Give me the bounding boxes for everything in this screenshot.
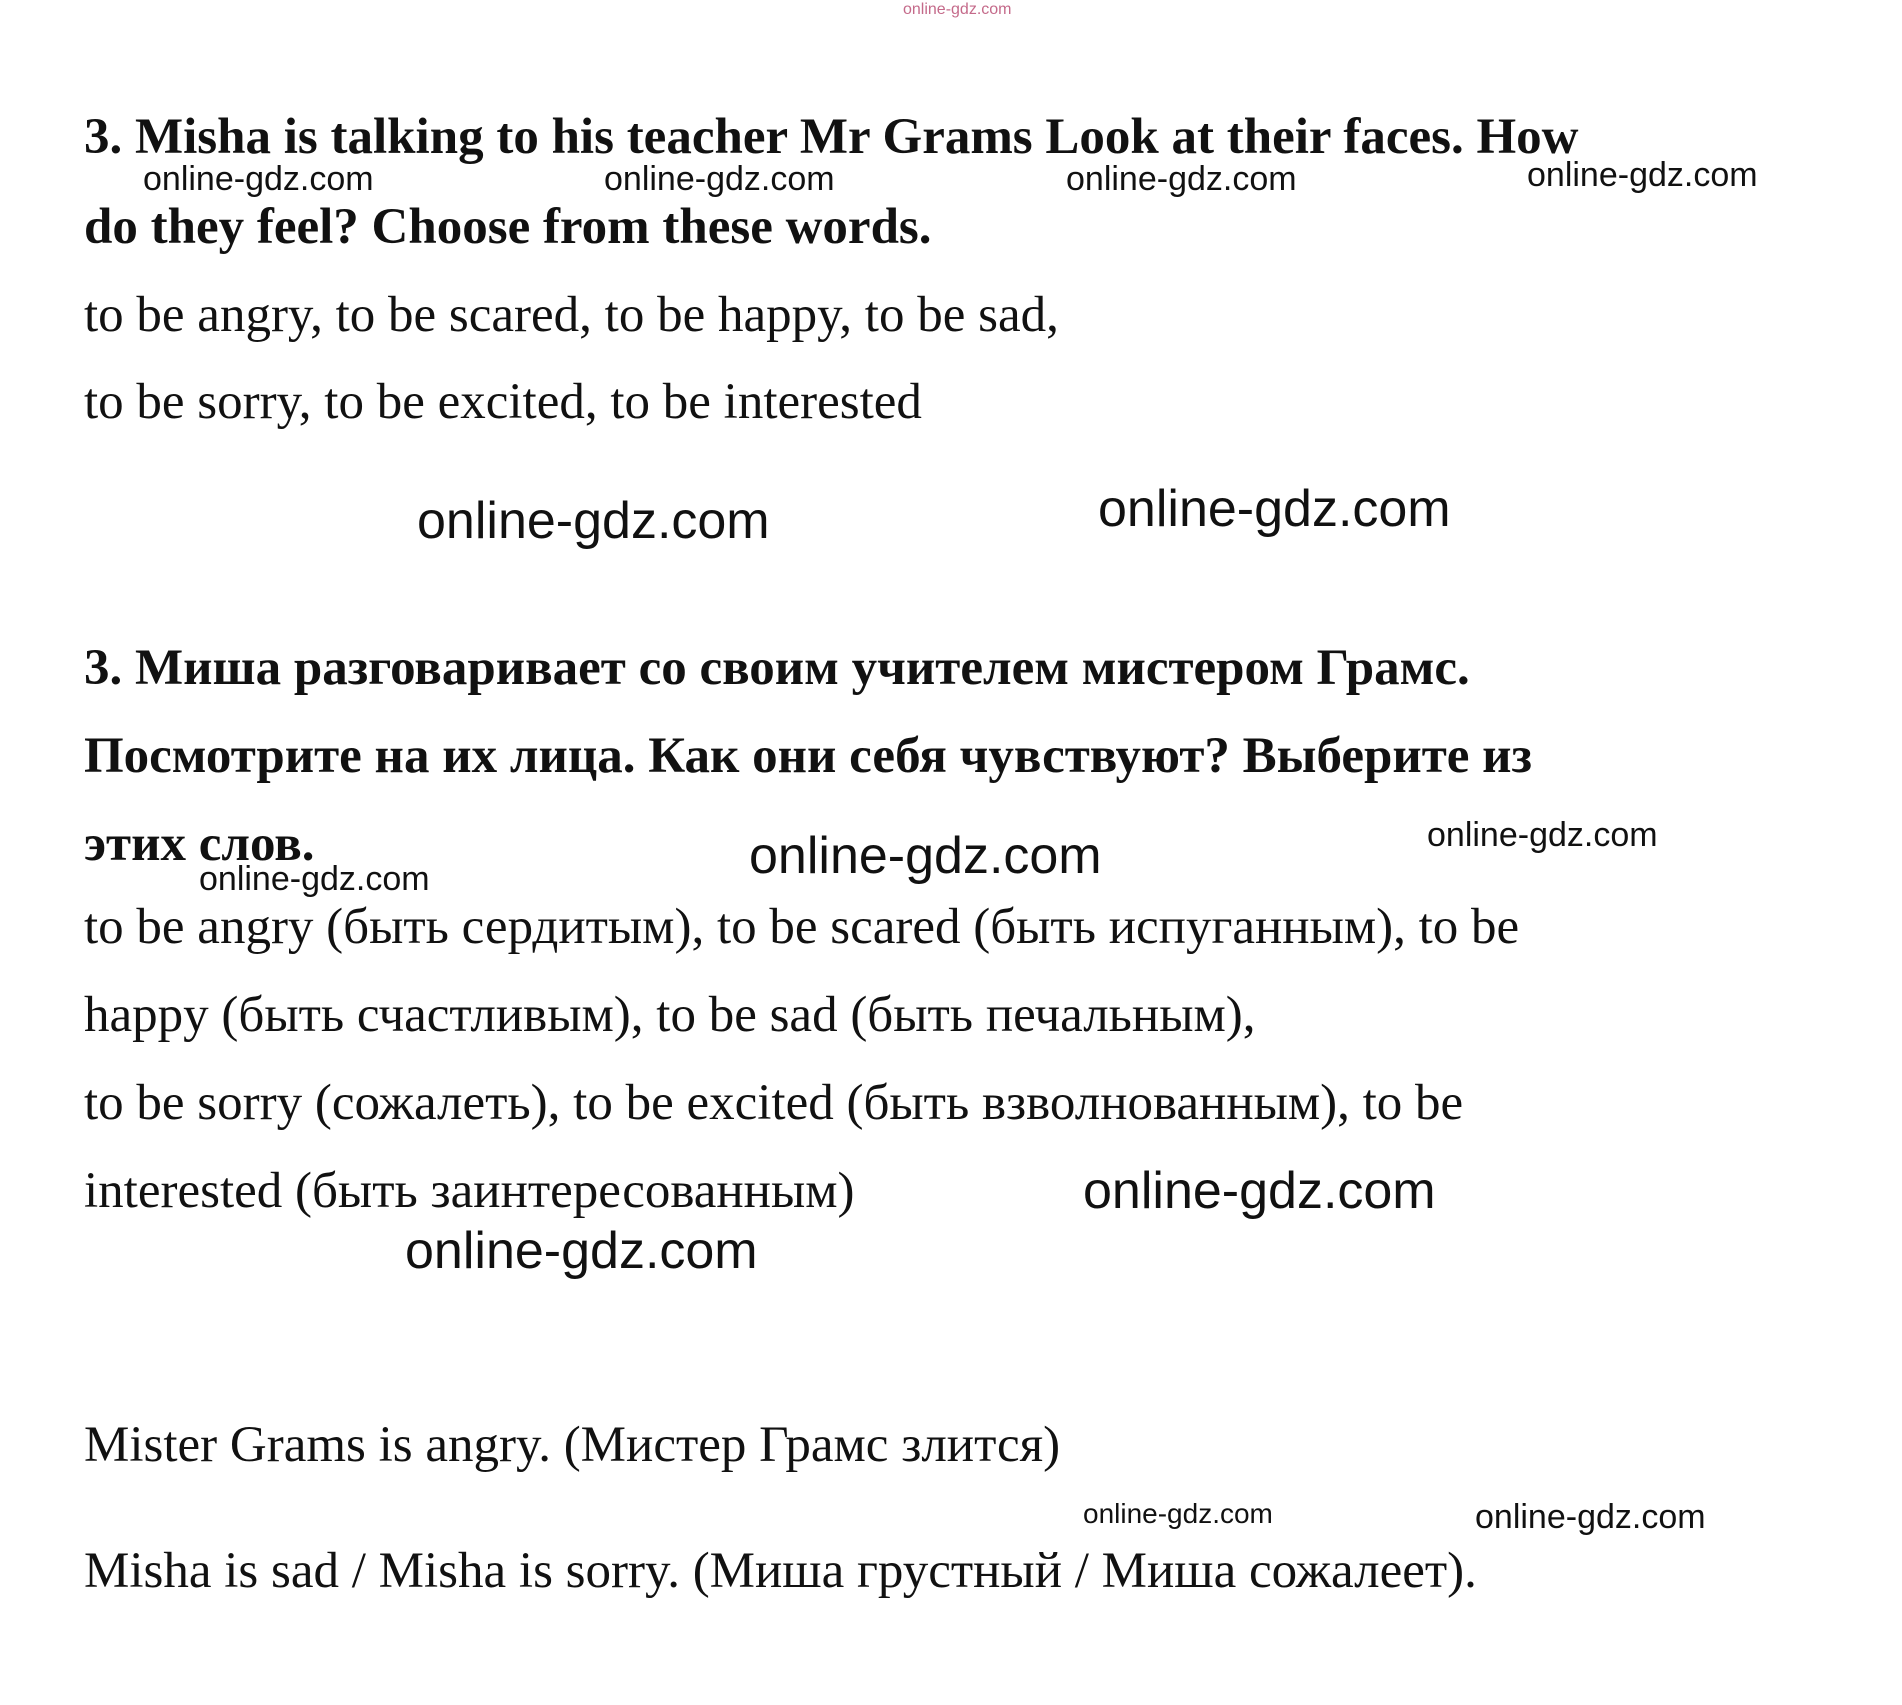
watermark: online-gdz.com (417, 492, 770, 550)
watermark: online-gdz.com (1083, 1498, 1273, 1529)
exercise-heading-ru-line-2: Посмотрите на их лица. Как они себя чувствуют? Выберите из (84, 728, 1533, 784)
word-list-ru-line-3: to be sorry (сожалеть), to be excited (быть взволнованным), to be (84, 1075, 1464, 1131)
exercise-heading-en-line-2: do they feel? Choose from these words. (84, 199, 932, 255)
answer-line-2: Misha is sad / Misha is sorry. (Миша грустный / Миша сожалеет). (84, 1543, 1477, 1599)
exercise-heading-en-line-1: 3. Misha is talking to his teacher Mr Grams Look at their faces. How (84, 109, 1579, 165)
word-list-en-line-2: to be sorry, to be excited, to be interested (84, 374, 922, 430)
exercise-heading-ru-line-3: этих слов. (84, 816, 315, 872)
watermark: online-gdz.com (405, 1222, 758, 1280)
word-list-en-line-1: to be angry, to be scared, to be happy, to be sad, (84, 287, 1059, 343)
answer-line-1: Mister Grams is angry. (Мистер Грамс злится) (84, 1417, 1061, 1473)
watermark: online-gdz.com (1083, 1162, 1436, 1220)
watermark: online-gdz.com (1066, 160, 1297, 198)
watermark-top: online-gdz.com (903, 1, 1012, 18)
watermark: online-gdz.com (1098, 480, 1451, 538)
watermark: online-gdz.com (749, 827, 1102, 885)
watermark: online-gdz.com (143, 160, 374, 198)
watermark: online-gdz.com (199, 860, 430, 898)
watermark: online-gdz.com (604, 160, 835, 198)
word-list-ru-line-4: interested (быть заинтересованным) (84, 1163, 855, 1219)
word-list-ru-line-1: to be angry (быть сердитым), to be scared (быть испуганным), to be (84, 899, 1520, 955)
exercise-heading-ru-line-1: 3. Миша разговаривает со своим учителем мистером Грамс. (84, 640, 1470, 696)
watermark: online-gdz.com (1475, 1498, 1706, 1536)
watermark: online-gdz.com (1527, 156, 1758, 194)
word-list-ru-line-2: happy (быть счастливым), to be sad (быть печальным), (84, 987, 1256, 1043)
watermark: online-gdz.com (1427, 816, 1658, 854)
